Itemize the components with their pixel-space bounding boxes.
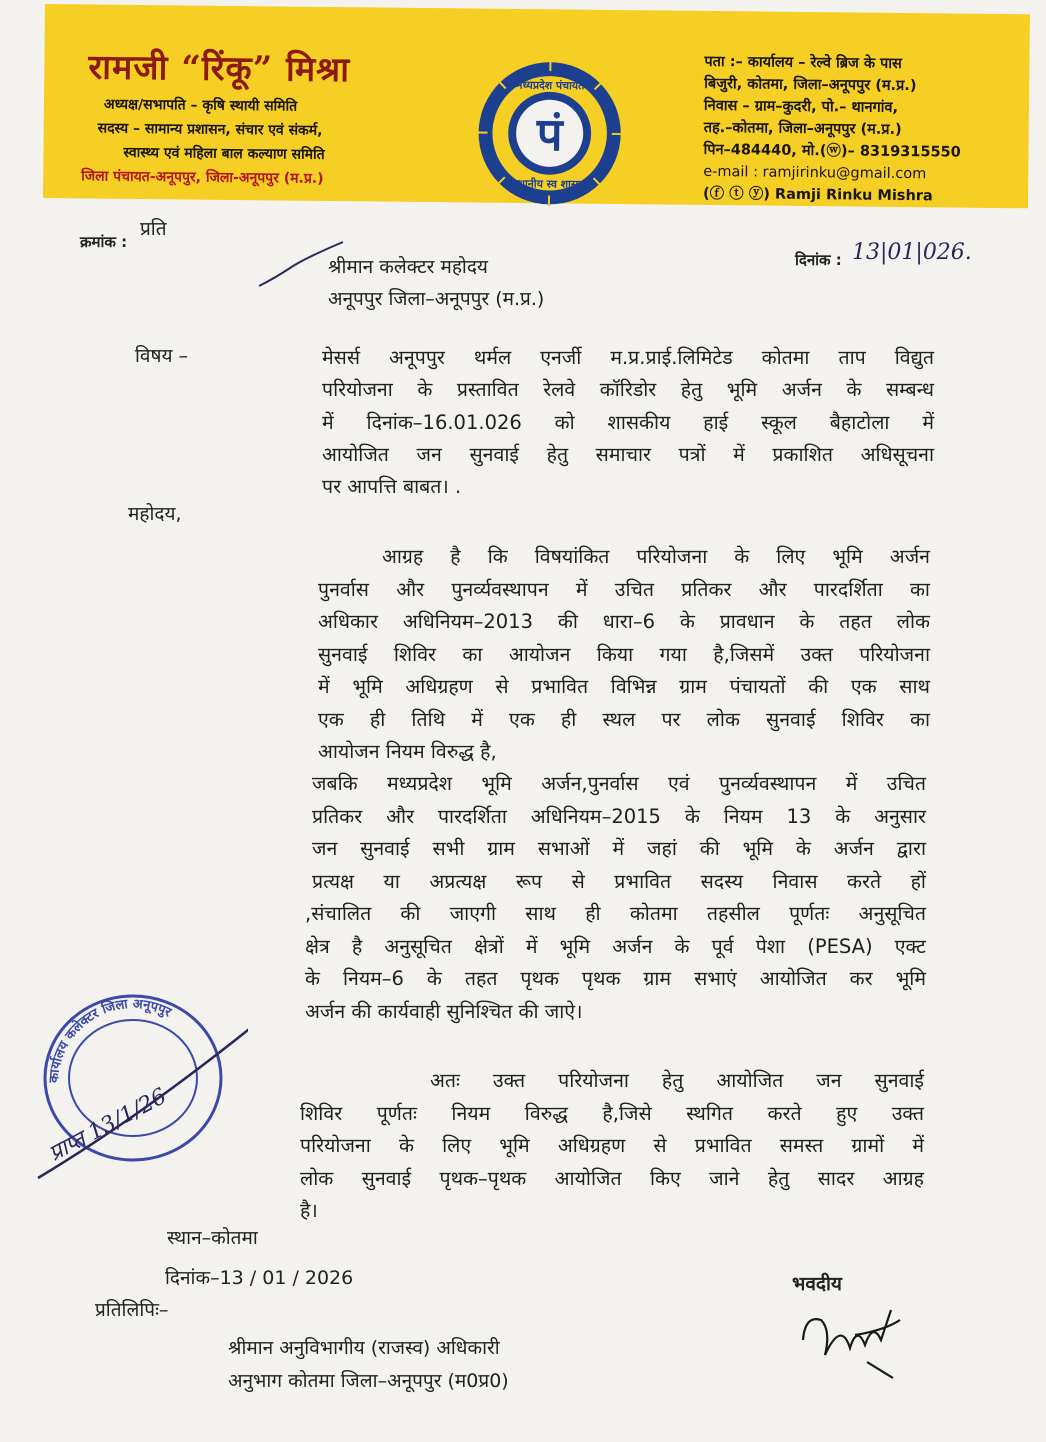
footer-date: दिनांक–13 / 01 / 2026 <box>165 1267 354 1289</box>
para1-line: पुनर्वास और पुनर्व्यवस्थापन में उचित प्रतिकर और पारदर्शिता का <box>318 578 930 601</box>
para1-line: आयोजन नियम विरुद्ध है, <box>318 740 497 763</box>
social-handle: (ⓕ ⓣ ⓨ) Ramji Rinku Mishra <box>702 185 933 205</box>
dinank-label: दिनांक : <box>795 251 842 269</box>
stamp-text: कार्यालय कलेक्टर जिला अनूपपुर <box>46 996 174 1084</box>
kramank-label: क्रमांक : <box>80 233 128 251</box>
subject-line: मेसर्स अनूपपुर थर्मल एनर्जी म.प्र.प्राई.लिमिटेड कोतमा ताप विद्युत <box>322 346 934 369</box>
para1-line: में भूमि अधिग्रहण से प्रभावित विभिन्न ग्राम पंचायतों की एक साथ <box>318 675 930 698</box>
vishay-label: विषय – <box>135 345 189 367</box>
para3-line: परियोजना के लिए भूमि अधिग्रहण से प्रभावित समस्त ग्रामों में <box>300 1134 924 1157</box>
position-line-3: स्वास्थ्य एवं महिला बाल कल्याण समिति <box>123 144 325 163</box>
position-line-2: सदस्य – सामान्य प्रशासन, संचार एवं संकर्म, <box>97 120 323 139</box>
subject-line: आयोजित जन सुनवाई हेतु समाचार पत्रों में प्रकाशित अधिसूचना <box>322 443 934 466</box>
letterhead <box>43 4 1030 208</box>
signature-image <box>795 1300 905 1380</box>
received-stamp <box>18 968 248 1198</box>
subject-line: पर आपत्ति बाबत। . <box>322 475 462 498</box>
subject-line: में दिनांक–16.01.026 को शासकीय हाई स्कूल बैहाटोला में <box>322 411 934 434</box>
para1-line: अधिकार अधिनियम–2013 की धारा–6 के प्रावधान के तहत लोक <box>318 610 930 633</box>
para3-line: शिविर पूर्णतः नियम विरुद्ध है,जिसे स्थगित करते हुए उक्त <box>300 1102 924 1125</box>
para2-line: अर्जन की कार्यवाही सुनिश्चित की जाऐ। <box>305 1000 583 1023</box>
address-line: निवास – ग्राम–कुदरी, पो.– थानगांव, <box>703 97 899 116</box>
subject-line: परियोजना के प्रस्तावित रेलवे कॉरिडोर हेतु भूमि अर्जन के सम्बन्ध <box>322 378 934 401</box>
position-line-1: अध्यक्ष/सभापति – कृषि स्थायी समिति <box>103 96 298 115</box>
recipient-line-1: श्रीमान कलेक्टर महोदय <box>328 256 488 278</box>
sthan: स्थान–कोतमा <box>167 1227 258 1249</box>
para2-line: क्षेत्र है अनुसूचित क्षेत्रों में भूमि अर्जन के पूर्व पेशा (PESA) एक्ट <box>305 935 926 958</box>
para2-line: जन सुनवाई सभी ग्राम सभाओं में जहां की भूमि के अर्जन द्वारा <box>312 837 926 860</box>
para1-line: सुनवाई शिविर का आयोजन किया गया है,जिसमें उक्त परियोजना <box>318 643 930 666</box>
address-line: पिन–484440, मो.(ⓦ)– 8319315550 <box>703 141 961 161</box>
para2-line: के नियम–6 के तहत पृथक पृथक ग्राम सभाएं आयोजित कर भूमि <box>305 967 926 990</box>
para3-line: अतः उक्त परियोजना हेतु आयोजित जन सुनवाई <box>430 1069 924 1092</box>
position-line-4: जिला पंचायत-अनूपपुर, जिला-अनूपपुर (म.प्र.) <box>81 168 324 187</box>
para2-line: जबकि मध्यप्रदेश भूमि अर्जन,पुनर्वास एवं पुनर्व्यवस्थापन में उचित <box>312 772 926 795</box>
sender-name: रामजी “रिंकू” मिश्रा <box>88 47 351 91</box>
address-line: पता :– कार्यालय – रेल्वे ब्रिज के पास <box>704 53 902 72</box>
logo-bottom-text: स्थानीय स्व शासन <box>513 177 585 191</box>
stamp-handwriting: प्राप्त 13/1/26 <box>44 1083 171 1167</box>
prati-label: प्रति <box>140 218 167 240</box>
bhavdiya: भवदीय <box>792 1273 842 1295</box>
sender-address <box>703 51 1025 208</box>
para2-line: ,संचालित की जाएगी साथ ही कोतमा तहसील पूर्णतः अनुसूचित <box>305 902 926 925</box>
pratilipi-label: प्रतिलिपिः– <box>95 1299 169 1321</box>
para1-line: आग्रह है कि विषयांकित परियोजना के लिए भूमि अर्जन <box>382 545 930 568</box>
dinank-handwritten: 13|01|026. <box>852 240 972 265</box>
email-line: e-mail : ramjirinku@gmail.com <box>703 163 927 183</box>
para2-line: प्रतिकर और पारदर्शिता अधिनियम–2015 के नियम 13 के अनुसार <box>312 805 926 828</box>
salutation: महोदय, <box>128 503 182 525</box>
address-line: बिजुरी, कोतमा, जिला–अनूपपुर (म.प्र.) <box>704 75 917 95</box>
para3-line: है। <box>300 1199 318 1222</box>
logo-top-text: मध्यप्रदेश पंचायत <box>515 78 585 93</box>
pratilipi-line-2: अनुभाग कोतमा जिला–अनूपपुर (म0प्र0) <box>228 1370 509 1392</box>
svg-text:कार्यालय कलेक्टर जिला अनूपपुर <box>47 997 174 1085</box>
address-line: तह.–कोतमा, जिला–अनूपपुर (म.प्र.) <box>703 119 902 138</box>
para2-line: प्रत्यक्ष या अप्रत्यक्ष रूप से प्रभावित सदस्य निवास करते हों <box>312 870 926 893</box>
recipient-line-2: अनूपपुर जिला–अनूपपुर (म.प्र.) <box>328 288 545 310</box>
para1-line: एक ही तिथि में एक ही स्थल पर लोक सुनवाई शिविर का <box>318 708 930 731</box>
panchayat-logo <box>475 59 625 209</box>
pratilipi-line-1: श्रीमान अनुविभागीय (राजस्व) अधिकारी <box>228 1337 500 1359</box>
para3-line: लोक सुनवाई पृथक–पृथक आयोजित किए जाने हेतु सादर आग्रह <box>300 1167 924 1190</box>
logo-letter: पं <box>536 107 563 162</box>
